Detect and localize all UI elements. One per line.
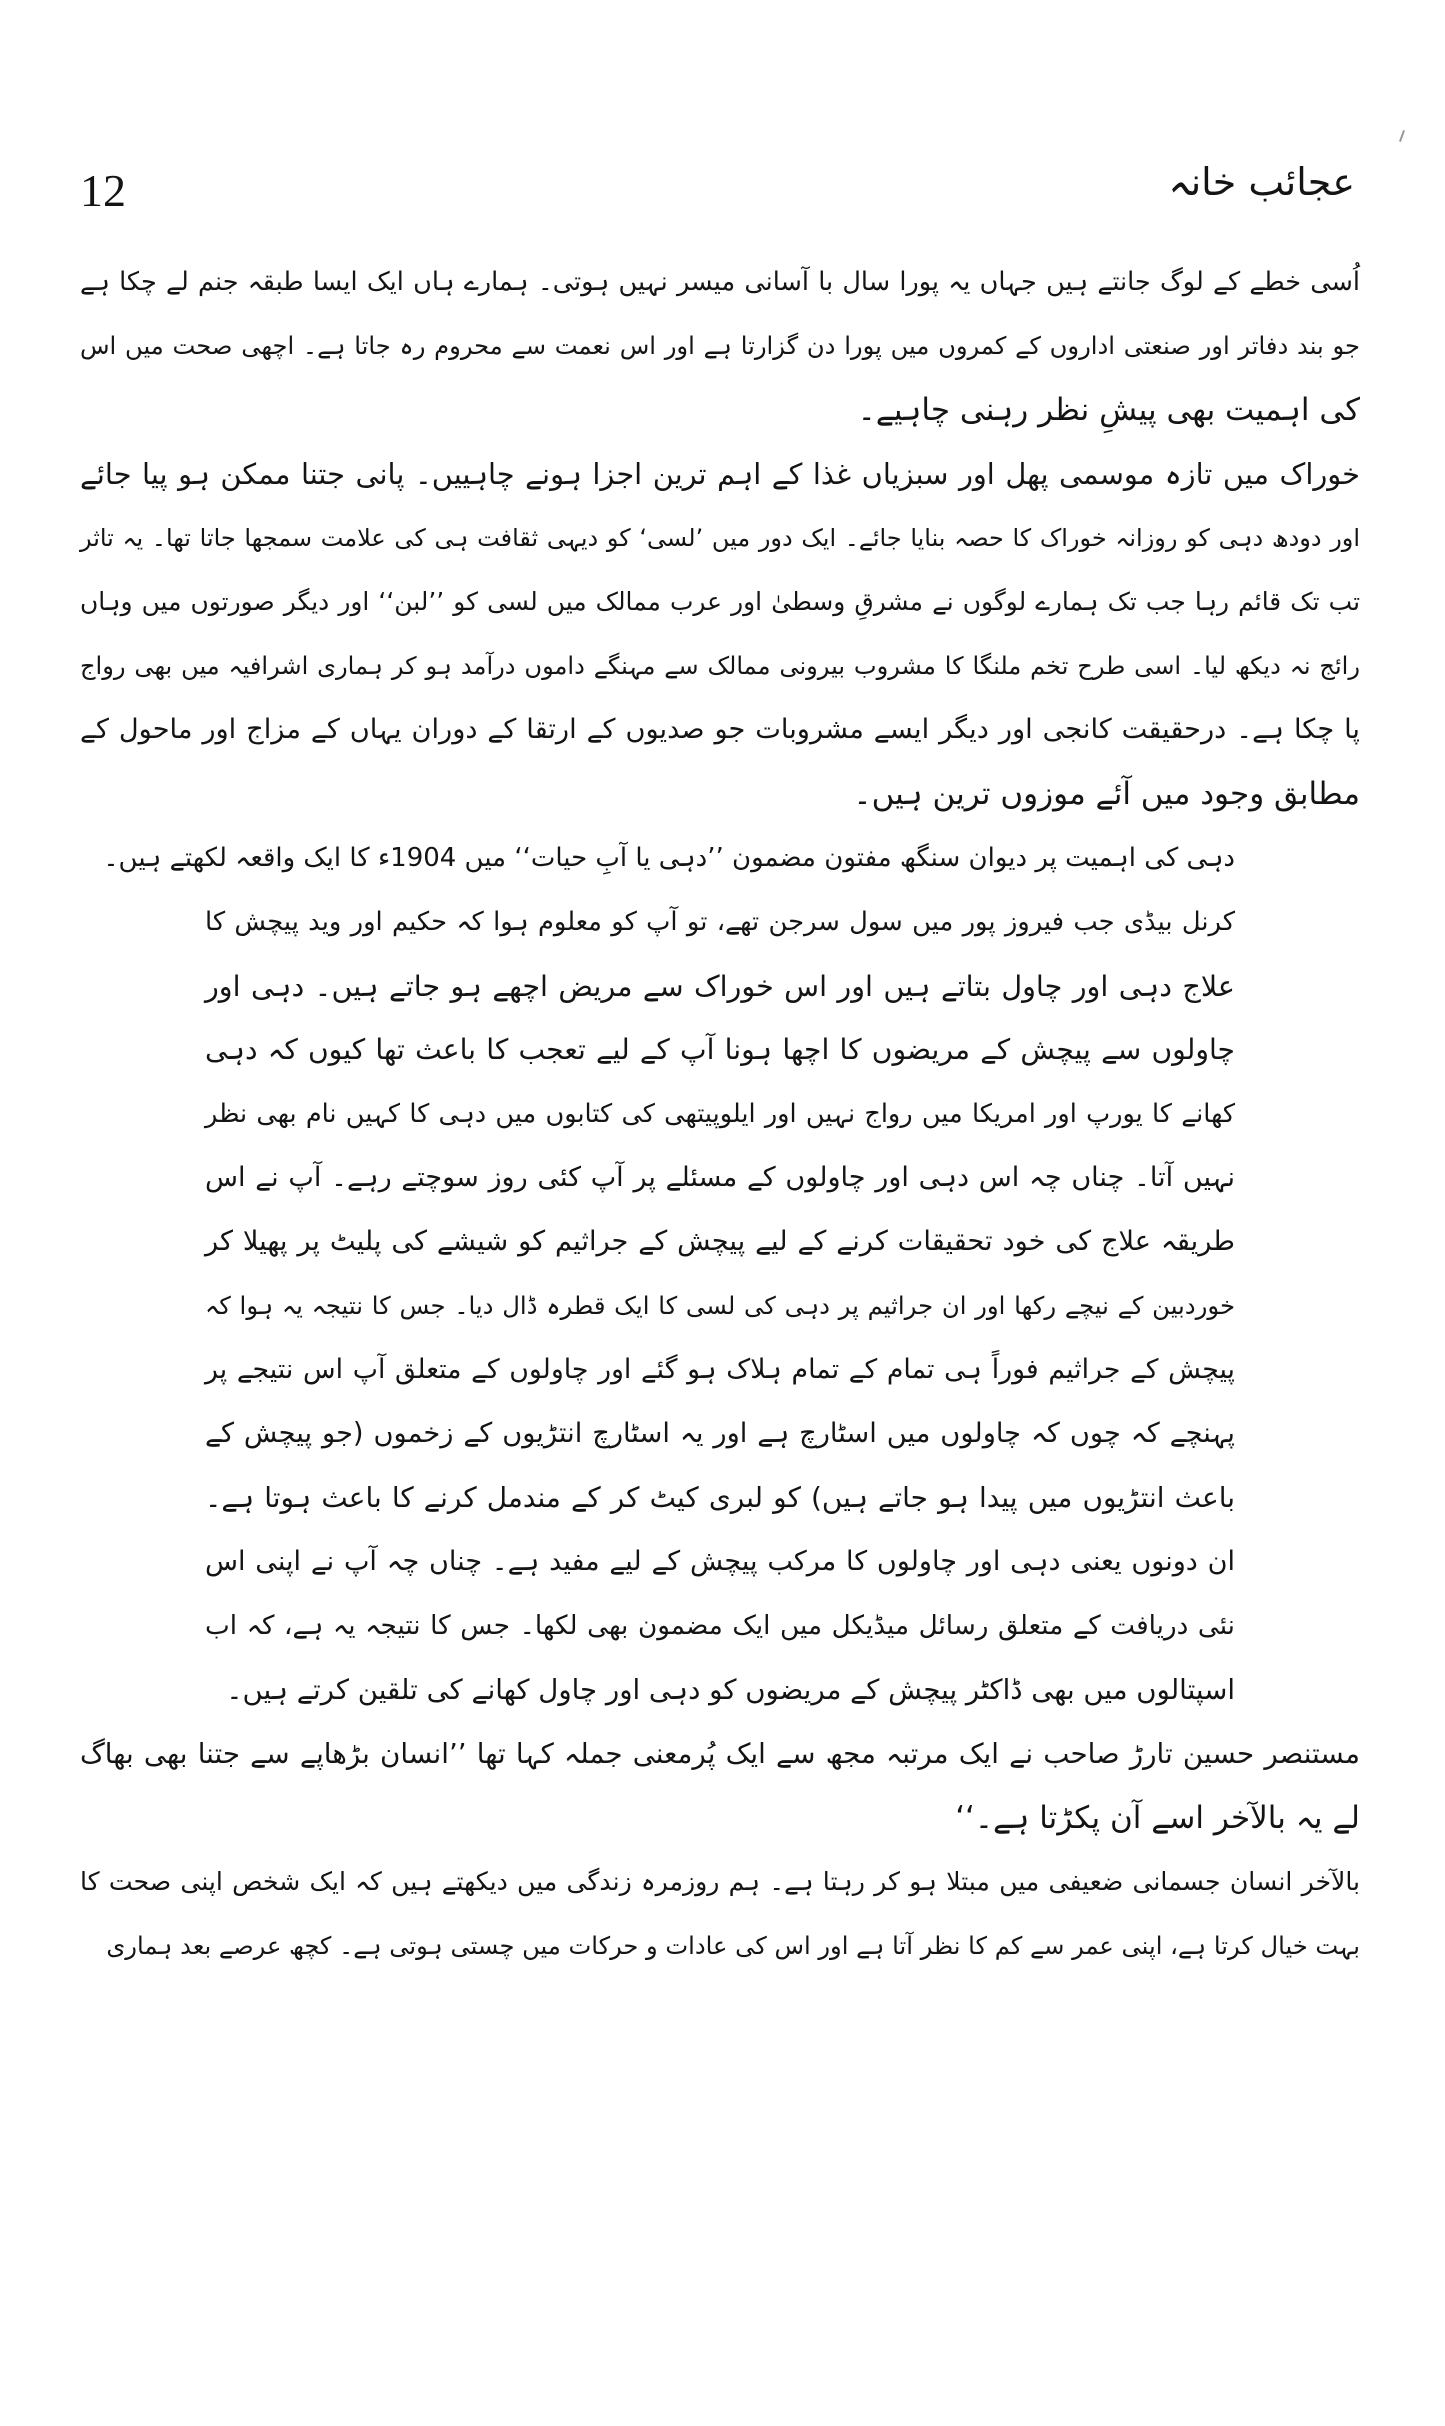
text-line: نئی دریافت کے متعلق رسائل میڈیکل میں ایک مضمون بھی لکھا۔ جس کا نتیجہ یہ ہے، کہ اب (205, 1611, 1235, 1641)
text-line: لے یہ بالآخر اسے آن پکڑتا ہے۔‘‘ (955, 1800, 1360, 1836)
text-line: رائج نہ دیکھ لیا۔ اسی طرح تخم ملنگا کا مشروب بیرونی ممالک سے مہنگے داموں درآمد ہو کر ہماری اشرافیہ میں بھی رواج (80, 652, 1360, 680)
text-line: بالآخر انسان جسمانی ضعیفی میں مبتلا ہو کر رہتا ہے۔ ہم روزمرہ زندگی میں دیکھتے ہیں کہ ایک شخص اپنی صحت کا (80, 1867, 1360, 1896)
text-line: مطابق وجود میں آئے موزوں ترین ہیں۔ (853, 776, 1360, 812)
text-line: اور دودھ دہی کو روزانہ خوراک کا حصہ بنایا جائے۔ ایک دور میں ’لسی‘ کو دیہی ثقافت ہی کی علامت سمجھا جاتا تھا۔ یہ تاثر (80, 524, 1360, 552)
text-line: نہیں آتا۔ چناں چہ اس دہی اور چاولوں کے مسئلے پر آپ کئی روز سوچتے رہے۔ آپ نے اس (205, 1162, 1235, 1193)
running-head-title: عجائب خانہ (1168, 160, 1355, 204)
text-line: مستنصر حسین تارڑ صاحب نے ایک مرتبہ مجھ سے ایک پُرمعنی جملہ کہا تھا ’’انسان بڑھاپے سے جتنا بھی بھاگ (80, 1737, 1360, 1770)
text-line: اُسی خطے کے لوگ جانتے ہیں جہاں یہ پورا سال با آسانی میسر نہیں ہوتی۔ ہمارے ہاں ایک ایسا طبقہ جنم لے چکا ہے (80, 267, 1360, 297)
text-line: پیچش کے جراثیم فوراً ہی تمام کے تمام ہلاک ہو گئے اور چاولوں کے متعلق آپ اس نتیجے پر (205, 1354, 1235, 1385)
text-line: چاولوں سے پیچش کے مریضوں کا اچھا ہونا آپ کے لیے تعجب کا باعث تھا کیوں کہ دہی (205, 1033, 1235, 1066)
paragraph (80, 250, 1360, 442)
text-line: کی اہمیت بھی پیشِ نظر رہنی چاہیے۔ (857, 392, 1360, 428)
text-line: جو بند دفاتر اور صنعتی اداروں کے کمروں میں پورا دن گزارتا ہے اور اس نعمت سے محروم رہ جاتا ہے۔ اچھی صحت میں اس (80, 332, 1360, 360)
margin-mark (1399, 130, 1405, 142)
text-line: خوردبین کے نیچے رکھا اور ان جراثیم پر دہی کی لسی کا ایک قطرہ ڈال دیا۔ جس کا نتیجہ یہ ہوا کہ (205, 1291, 1235, 1320)
page-number: 12 (80, 165, 126, 216)
text-line: پا چکا ہے۔ درحقیقت کانجی اور دیگر ایسے مشروبات جو صدیوں کے ارتقا کے دوران یہاں کے مزاج اور ماحول کے (80, 714, 1360, 745)
text-line: خوراک میں تازہ موسمی پھل اور سبزیاں غذا کے اہم ترین اجزا ہونے چاہییں۔ پانی جتنا ممکن ہو پیا جائے (80, 457, 1360, 491)
quoted-passage (205, 890, 1235, 1722)
text-line: تب تک قائم رہا جب تک ہمارے لوگوں نے مشرقِ وسطیٰ اور عرب ممالک میں لسی کو ’’لبن‘‘ اور دیگر صورتوں میں وہاں (80, 587, 1360, 616)
text-line: اسپتالوں میں بھی ڈاکٹر پیچش کے مریضوں کو دہی اور چاول کھانے کی تلقین کرتے ہیں۔ (226, 1673, 1235, 1706)
text-line: بہت خیال کرتا ہے، اپنی عمر سے کم کا نظر آتا ہے اور اس کی عادات و حرکات میں چستی ہوتی ہے۔ کچھ عرصے بعد ہماری (106, 1932, 1360, 1960)
text-line: ان دونوں یعنی دہی اور چاولوں کا مرکب پیچش کے لیے مفید ہے۔ چناں چہ آپ نے اپنی اس (205, 1546, 1235, 1577)
page-header (80, 160, 1355, 240)
text-line: باعث انتڑیوں میں پیدا ہو جاتے ہیں) کو لبری کیٹ کر کے مندمل کرنے کا باعث ہوتا ہے۔ (205, 1481, 1235, 1514)
text-line: کرنل بیڈی جب فیروز پور میں سول سرجن تھے، تو آپ کو معلوم ہوا کہ حکیم اور وید پیچش کا (205, 907, 1235, 937)
text-line: کھانے کا یورپ اور امریکا میں رواج نہیں اور ایلوپیتھی کی کتابوں میں دہی کا کہیں نام بھی نظر (205, 1099, 1235, 1129)
text-line: طریقہ علاج کی خود تحقیقات کرنے کے لیے پیچش کے جراثیم کو شیشے کی پلیٹ پر پھیلا کر (205, 1226, 1235, 1257)
paragraph (80, 442, 1360, 826)
paragraph (80, 1850, 1360, 1978)
text-line: علاج دہی اور چاول بتاتے ہیں اور اس خوراک سے مریض اچھے ہو جاتے ہیں۔ دہی اور (205, 969, 1235, 1003)
page-body (80, 250, 1360, 1978)
text-line: پہنچے کہ چوں کہ چاولوں میں اسٹارچ ہے اور یہ اسٹارچ انتڑیوں کے زخموں (جو پیچش کے (205, 1418, 1235, 1449)
text-line: دہی کی اہمیت پر دیوان سنگھ مفتون مضمون ’’دہی یا آبِ حیات‘‘ میں 1904ء کا ایک واقعہ لکھتے ہیں۔ (103, 843, 1235, 873)
quote-introduction (80, 826, 1235, 890)
paragraph (80, 1722, 1360, 1850)
